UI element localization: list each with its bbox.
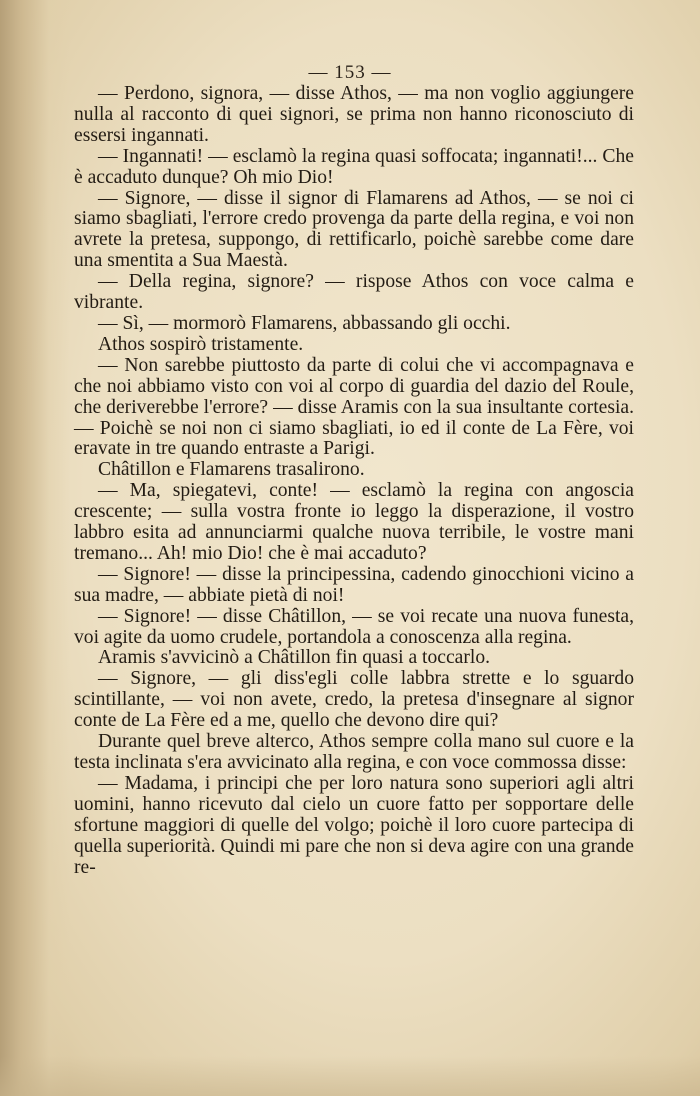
- paragraph: Aramis s'avvicinò a Châtillon fin quasi a toccarlo.: [98, 647, 491, 669]
- paragraph: — Ingannati! — esclamò la regina quasi soffocata; ingannati!... Che è accaduto dunque? Oh mio Dio!: [74, 145, 634, 188]
- paragraph: — Madama, i principi che per loro natura sono superiori agli altri uomini, hanno ricevuto dal cielo un cuore fatto per sopportare delle sfortune maggiori di quelle del volgo; poichè il loro cuore partecipa di quella superiorità. Quindi mi pare che non si deva agire con una grande re-: [74, 772, 634, 878]
- binding-gutter-shadow: [0, 0, 70, 1096]
- paragraph: — Signore, — gli diss'egli colle labbra strette e lo sguardo scintillante, — voi non avete, credo, la pretesa d'insegnare al signor conte de La Fère ed a me, quello che devono dire qui?: [74, 668, 634, 732]
- paragraph: Châtillon e Flamarens trasalirono.: [98, 459, 365, 481]
- paragraph: Athos sospirò tristamente.: [98, 333, 304, 355]
- paragraph: — Signore, — disse il signor di Flamarens ad Athos, — se noi ci siamo sbagliati, l'errore credo provenga da parte della regina, e voi non avrete la pretesa, suppongo, di rettificarlo, poichè sarebbe come dare una smentita a Sua Maestà.: [74, 187, 634, 272]
- paragraph: — Perdono, signora, — disse Athos, — ma non voglio aggiungere nulla al racconto di quei signori, se prima non hanno riconosciuto di essersi ingannati.: [74, 83, 634, 146]
- page-bottom-shadow: [0, 1056, 700, 1096]
- paragraph: — Della regina, signore? — rispose Athos con voce calma e vibrante.: [74, 271, 634, 314]
- paragraph: — Sì, — mormorò Flamarens, abbassando gli occhi.: [98, 312, 511, 334]
- body-text: [74, 84, 634, 878]
- paragraph: — Signore! — disse Châtillon, — se voi recate una nuova funesta, voi agite da uomo crudele, portandola a conoscenza alla regina.: [74, 605, 634, 648]
- paragraph: — Signore! — disse la principessina, cadendo ginocchioni vicino a sua madre, — abbiate pietà di noi!: [74, 563, 634, 606]
- page-number: — 153 —: [308, 62, 392, 83]
- paragraph: — Non sarebbe piuttosto da parte di colui che vi accompagnava e che noi abbiamo visto con voi al corpo di guardia del dazio del Roule, che deriverebbe l'errore? — disse Aramis con la sua insultante cortesia. — Poichè se noi non ci siamo sbagliati, io ed il conte de La Fère, voi eravate in tre quando entraste a Parigi.: [74, 354, 634, 460]
- paragraph: — Ma, spiegatevi, conte! — esclamò la regina con angoscia crescente; — sulla vostra fronte io leggo la disperazione, il vostro labbro esita ad annunciarmi qualche nuova terribile, le vostre mani tremano... Ah! mio Dio! che è mai accaduto?: [74, 480, 634, 564]
- paragraph: Durante quel breve alterco, Athos sempre colla mano sul cuore e la testa inclinata s'era avvicinato alla regina, e con voce commossa disse:: [74, 731, 634, 773]
